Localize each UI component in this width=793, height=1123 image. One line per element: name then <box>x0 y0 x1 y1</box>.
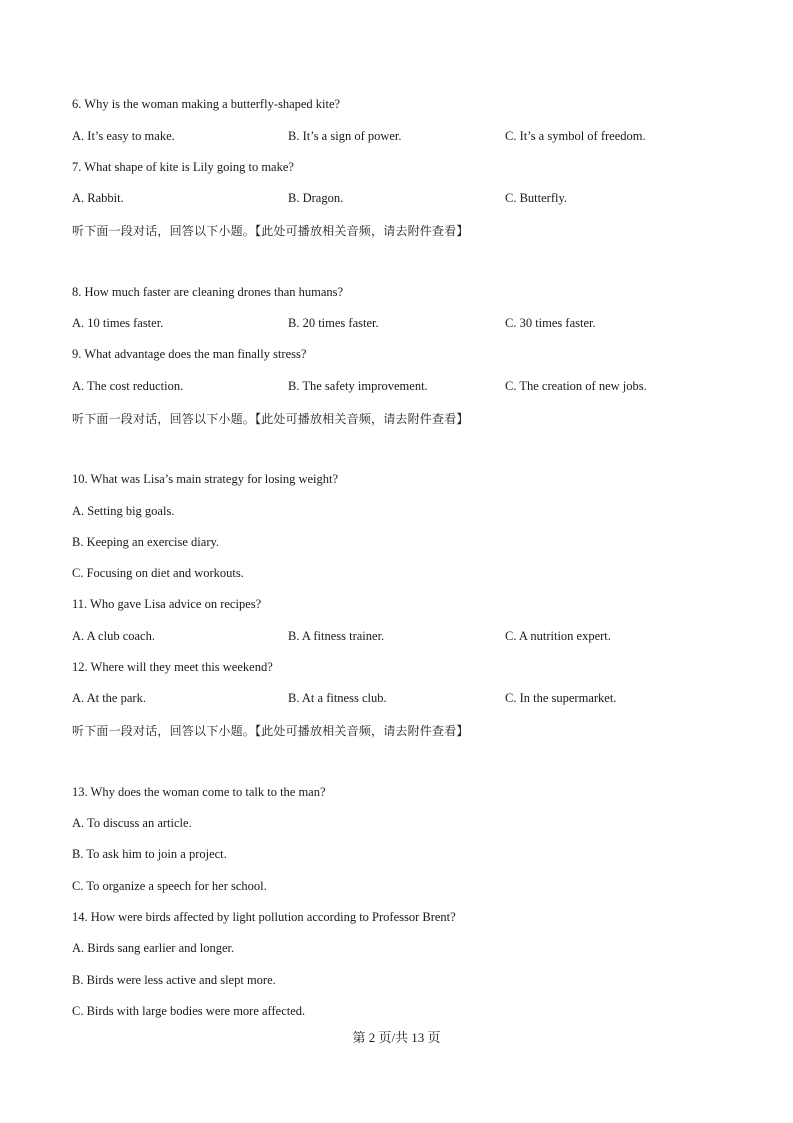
question-9-option-c: C. The creation of new jobs. <box>505 379 647 393</box>
question-7-option-b: B. Dragon. <box>288 191 344 205</box>
question-13-option-b: B. To ask him to join a project. <box>72 847 227 861</box>
question-6-stem: 6. Why is the woman making a butterfly-shaped kite? <box>72 97 341 111</box>
question-8-option-b: B. 20 times faster. <box>288 316 379 330</box>
question-14-option-b: B. Birds were less active and slept more. <box>72 973 276 987</box>
question-6-option-a: A. It’s easy to make. <box>72 129 175 143</box>
question-10-option-a: A. Setting big goals. <box>72 504 175 518</box>
question-8-option-c: C. 30 times faster. <box>505 316 596 330</box>
question-12-stem: 12. Where will they meet this weekend? <box>72 660 273 674</box>
question-14-stem: 14. How were birds affected by light pollution according to Professor Brent? <box>72 910 456 924</box>
question-6-option-b: B. It’s a sign of power. <box>288 129 402 143</box>
question-12-option-b: B. At a fitness club. <box>288 691 387 705</box>
listening-instruction: 听下面一段对话，回答以下小题。【此处可播放相关音频，请去附件查看】 <box>72 412 469 426</box>
question-12-option-c: C. In the supermarket. <box>505 691 617 705</box>
question-10-option-b: B. Keeping an exercise diary. <box>72 535 220 549</box>
question-6-option-c: C. It’s a symbol of freedom. <box>505 129 646 143</box>
question-13-option-c: C. To organize a speech for her school. <box>72 879 267 893</box>
question-12-option-a: A. At the park. <box>72 691 146 705</box>
question-14-option-c: C. Birds with large bodies were more affected. <box>72 1004 306 1018</box>
question-10-stem: 10. What was Lisa’s main strategy for losing weight? <box>72 472 339 486</box>
question-11-stem: 11. Who gave Lisa advice on recipes? <box>72 597 262 611</box>
question-9-option-b: B. The safety improvement. <box>288 379 428 393</box>
question-10-option-c: C. Focusing on diet and workouts. <box>72 566 244 580</box>
question-11-option-b: B. A fitness trainer. <box>288 629 385 643</box>
question-7-option-a: A. Rabbit. <box>72 191 124 205</box>
listening-instruction: 听下面一段对话，回答以下小题。【此处可播放相关音频，请去附件查看】 <box>72 724 469 738</box>
question-8-option-a: A. 10 times faster. <box>72 316 164 330</box>
question-7-stem: 7. What shape of kite is Lily going to make? <box>72 160 294 174</box>
question-8-stem: 8. How much faster are cleaning drones than humans? <box>72 285 344 299</box>
question-13-stem: 13. Why does the woman come to talk to the man? <box>72 785 326 799</box>
page-number-footer: 第 2 页/共 13 页 <box>352 1030 441 1045</box>
question-7-option-c: C. Butterfly. <box>505 191 568 205</box>
question-13-option-a: A. To discuss an article. <box>72 816 192 830</box>
question-14-option-a: A. Birds sang earlier and longer. <box>72 941 235 955</box>
question-11-option-c: C. A nutrition expert. <box>505 629 611 643</box>
listening-instruction: 听下面一段对话，回答以下小题。【此处可播放相关音频，请去附件查看】 <box>72 224 469 238</box>
question-9-option-a: A. The cost reduction. <box>72 379 184 393</box>
question-9-stem: 9. What advantage does the man finally stress? <box>72 347 307 361</box>
question-11-option-a: A. A club coach. <box>72 629 155 643</box>
